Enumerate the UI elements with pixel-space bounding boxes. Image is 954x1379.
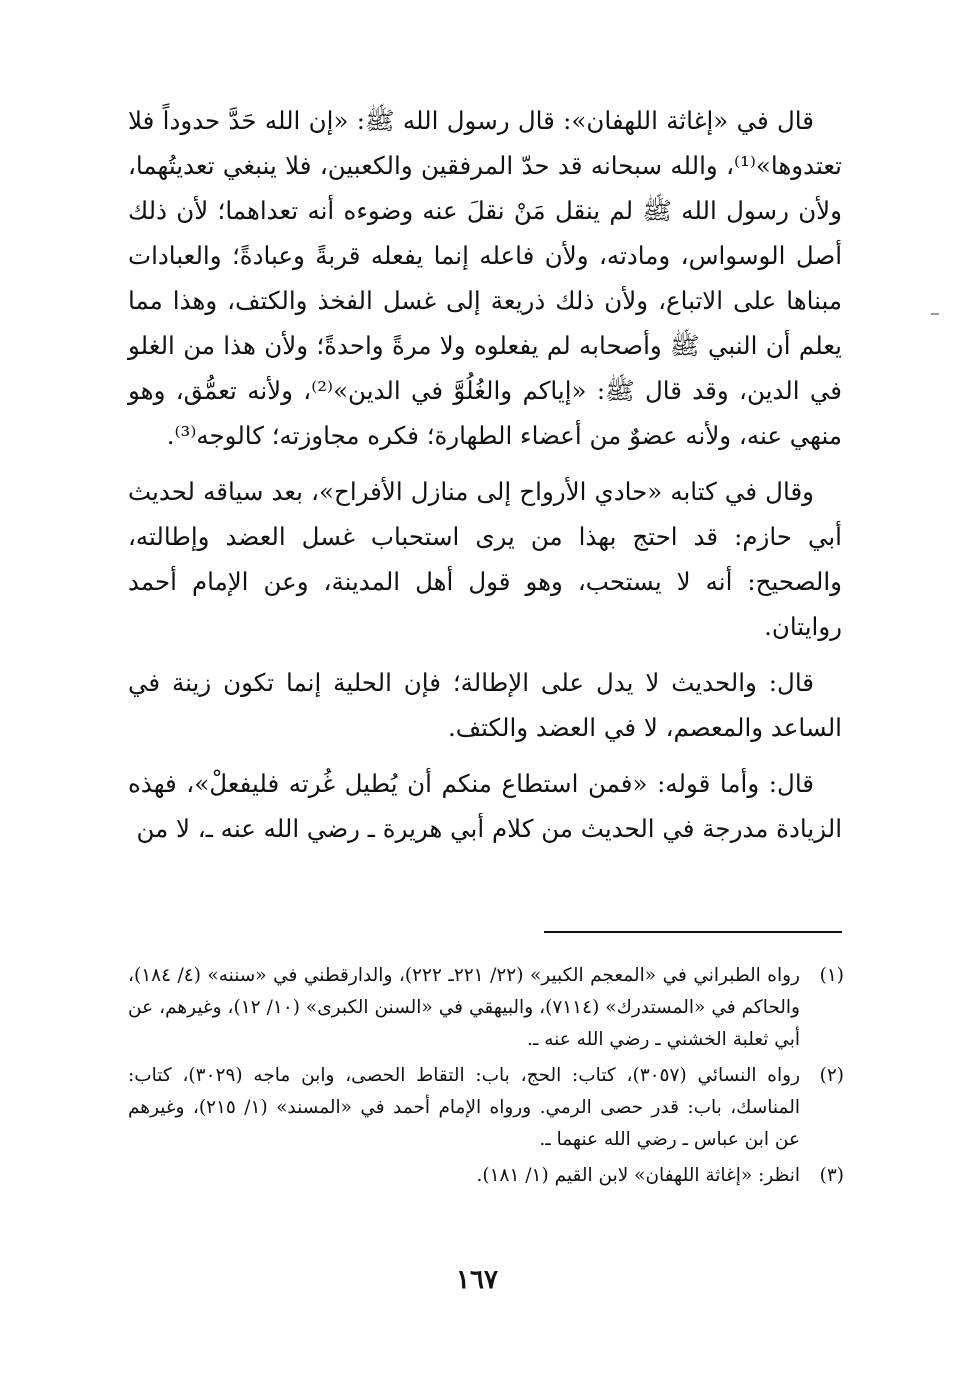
footnote-2 (128, 1060, 844, 1156)
footnote-text: انظر: «إغاثة اللهفان» لابن القيم (١/ ١٨١). (476, 1165, 800, 1186)
paragraph-3: قال: والحديث لا يدل على الإطالة؛ فإن الحلية إنما تكون زينة في الساعد والمعصم، لا في العضد والكتف. (128, 668, 842, 742)
footnote-3 (128, 1160, 844, 1192)
footnote-1 (128, 960, 844, 1056)
page-number: ١٦٧ (456, 1265, 498, 1295)
main-text (128, 98, 842, 862)
paragraph-2: وقال في كتابه «حادي الأرواح إلى منازل الأفراح»، بعد سياقه لحديث أبي حازم: قد احتج بهذا من يرى استحباب غسل العضد وإطالته، والصحيح: أنه لا يستحب، وهو قول أهل المدينة، وعن الإمام أحمد روايتان. (128, 477, 842, 641)
footnotes (128, 960, 844, 1196)
footnote-number: (١) (819, 965, 844, 986)
footnote-separator (544, 931, 842, 933)
margin-mark (931, 313, 939, 315)
footnote-text: رواه النسائي (٣٠٥٧)، كتاب: الحج، باب: التقاط الحصى، وابن ماجه (٣٠٢٩)، كتاب: المناسك، باب: قدر حصى الرمي. ورواه الإمام أحمد في «المسند» (١/ ٢١٥)، وغيرهم عن ابن عباس ـ رضي الله عنهما ـ. (128, 1065, 800, 1150)
footnote-number: (٢) (819, 1065, 844, 1086)
paragraph-4: قال: وأما قوله: «فمن استطاع منكم أن يُطيل غُرته فليفعلْ»، فهذه الزيادة مدرجة في الحديث من كلام أبي هريرة ـ رضي الله عنه ـ، لا من (128, 769, 842, 843)
footnote-text: رواه الطبراني في «المعجم الكبير» (٢٢/ ٢٢١ـ ٢٢٢)، والدارقطني في «سننه» (٤/ ١٨٤)، والحاكم في «المستدرك» (٧١١٤)، والبيهقي في «السنن الكبرى» (١٠/ ١٢)، وغيرهم، عن أبي ثعلبة الخشني ـ رضي الله عنه ـ. (128, 965, 800, 1050)
paragraph-1: قال في «إغاثة اللهفان»: قال رسول الله ﷺ: «إن الله حَدَّ حدوداً فلا تعتدوها»⁽¹⁾، والله سبحانه قد حدّ المرفقين والكعبين، فلا ينبغي تعديتُهما، ولأن رسول الله ﷺ لم ينقل مَنْ نقلَ عنه وضوءه أنه تعداهما؛ لأن ذلك أصل الوسواس، ومادته، ولأن فاعله إنما يفعله قربةً وعبادةً؛ والعبادات مبناها على الاتباع، ولأن ذلك ذريعة إلى غسل الفخذ والكتف، وهذا مما يعلم أن النبي ﷺ وأصحابه لم يفعلوه ولا مرةً واحدةً؛ ولأن هذا من الغلو في الدين، وقد قال ﷺ: «إياكم والغُلُوَّ في الدين»⁽²⁾، ولأنه تعمُّق، وهو منهي عنه، ولأنه عضوٌ من أعضاء الطهارة؛ فكره مجاوزته؛ كالوجه⁽³⁾. (128, 106, 842, 450)
footnote-number: (٣) (819, 1165, 844, 1186)
